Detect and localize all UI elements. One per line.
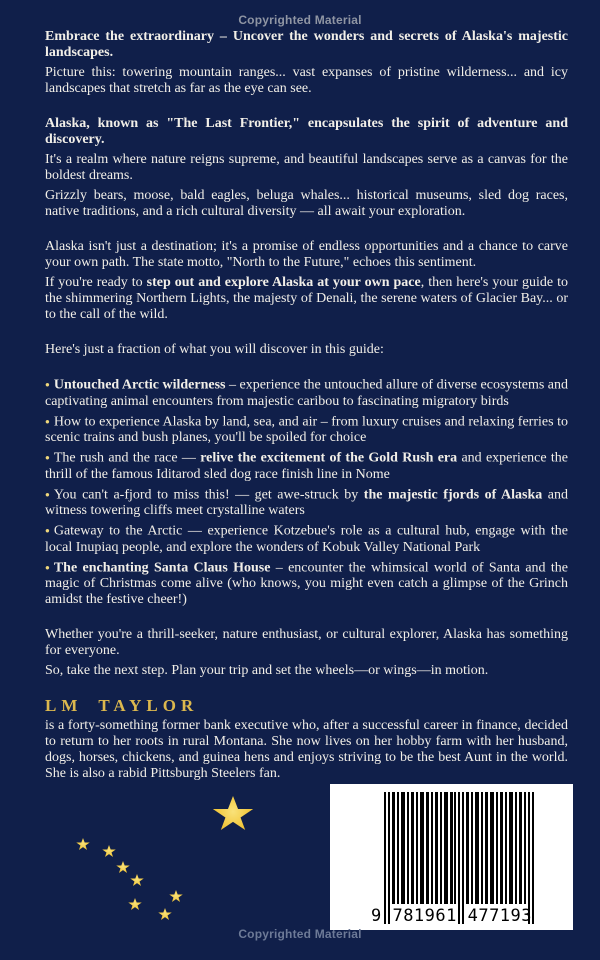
list-item: ● Gateway to the Arctic — experience Kotzebue's role as a cultural hub, engage with the local Inupiaq people, and explore the wonders of Kobuk Valley National Park — [45, 523, 568, 555]
list-item: ● The rush and the race — relive the excitement of the Gold Rush era and experience the thrill of the famous Iditarod sled dog race finish line in Nome — [45, 450, 568, 482]
intro-paragraph: Picture this: towering mountain ranges... vast expanses of pristine wilderness... and icy landscapes that stretch as far as the eye can see. — [45, 65, 568, 96]
dipper-star-icon — [128, 898, 142, 911]
list-item: ● How to experience Alaska by land, sea, and air – from luxury cruises and relaxing ferries to scenic trains and bush planes, you'll be spoiled for choice — [45, 414, 568, 445]
intro-headline: Embrace the extraordinary – Uncover the wonders and secrets of Alaska's majestic landscapes. — [45, 29, 568, 60]
back-cover-text — [45, 29, 568, 786]
closing-paragraph-2: So, take the next step. Plan your trip and set the wheels—or wings—in motion. — [45, 663, 489, 678]
dipper-star-icon — [158, 908, 172, 921]
bullet-dot-icon: ● — [45, 416, 50, 426]
bullet-dot-icon: ● — [45, 489, 50, 499]
author-name: LM TAYLOR — [45, 696, 199, 715]
discover-intro-section — [45, 342, 568, 358]
list-item: ● You can't a-fjord to miss this! — get awe-struck by the majestic fjords of Alaska and witness towering cliffs meet crystalline waters — [45, 487, 568, 518]
intro-section — [45, 29, 568, 97]
isbn-barcode — [330, 784, 573, 930]
dipper-star-icon — [102, 845, 116, 858]
north-star-icon — [212, 796, 254, 833]
closing-section — [45, 627, 568, 679]
copyright-watermark-top: Copyrighted Material — [238, 13, 362, 27]
promise-paragraph-2: If you're ready to step out and explore Alaska at your own pace, then here's your guide to the shimmering Northern Lights, the majesty of Denali, the serene waters of Glacier Bay... or to the call of the wild. — [45, 275, 568, 322]
frontier-section — [45, 116, 568, 220]
promise-section — [45, 239, 568, 323]
frontier-headline: Alaska, known as "The Last Frontier," encapsulates the spirit of adventure and discovery. — [45, 116, 568, 147]
promise-paragraph-1: Alaska isn't just a destination; it's a promise of endless opportunities and a chance to carve your own path. The state motto, "North to the Future," echoes this sentiment. — [45, 239, 568, 270]
barcode-bars — [384, 792, 536, 924]
bullet-list — [45, 377, 568, 608]
discover-intro-line: Here's just a fraction of what you will discover in this guide: — [45, 342, 384, 357]
author-bio: is a forty-something former bank executive who, after a successful career in finance, decided to return to her roots in rural Montana. She now lives on her hobby farm with her husband, dogs, horses, chickens, and guinea hens and enjoys striving to be the best Aunt in the world. She is also a rabid Pittsburgh Steelers fan. — [45, 718, 568, 781]
closing-paragraph-1: Whether you're a thrill-seeker, nature enthusiast, or cultural explorer, Alaska has something for everyone. — [45, 627, 568, 658]
author-section — [45, 697, 568, 782]
dipper-star-icon — [130, 874, 144, 887]
list-item: ● Untouched Arctic wilderness – experience the untouched allure of diverse ecosystems and captivating animal encounters from majestic caribou to fascinating migratory birds — [45, 377, 569, 409]
dipper-star-icon — [116, 861, 130, 874]
bullet-dot-icon: ● — [45, 380, 50, 389]
bullet-dot-icon: ● — [45, 453, 50, 462]
copyright-watermark-bottom: Copyrighted Material — [238, 927, 362, 941]
dipper-star-icon — [76, 838, 90, 851]
list-item: ● The enchanting Santa Claus House – encounter the whimsical world of Santa and the magic of Christmas come alive (who knows, you might even catch a glimpse of the Grinch amidst the festive cheer!) — [45, 560, 568, 607]
isbn-number: 9 781961 477193 — [370, 906, 533, 926]
bullet-dot-icon: ● — [45, 562, 50, 572]
frontier-paragraph-1: It's a realm where nature reigns supreme, and beautiful landscapes serve as a canvas for the boldest dreams. — [45, 152, 568, 183]
frontier-paragraph-2: Grizzly bears, moose, bald eagles, beluga whales... historical museums, sled dog races, native traditions, and a rich cultural diversity — all await your exploration. — [45, 188, 568, 219]
bullet-dot-icon: ● — [45, 526, 50, 535]
dipper-star-icon — [169, 890, 183, 903]
